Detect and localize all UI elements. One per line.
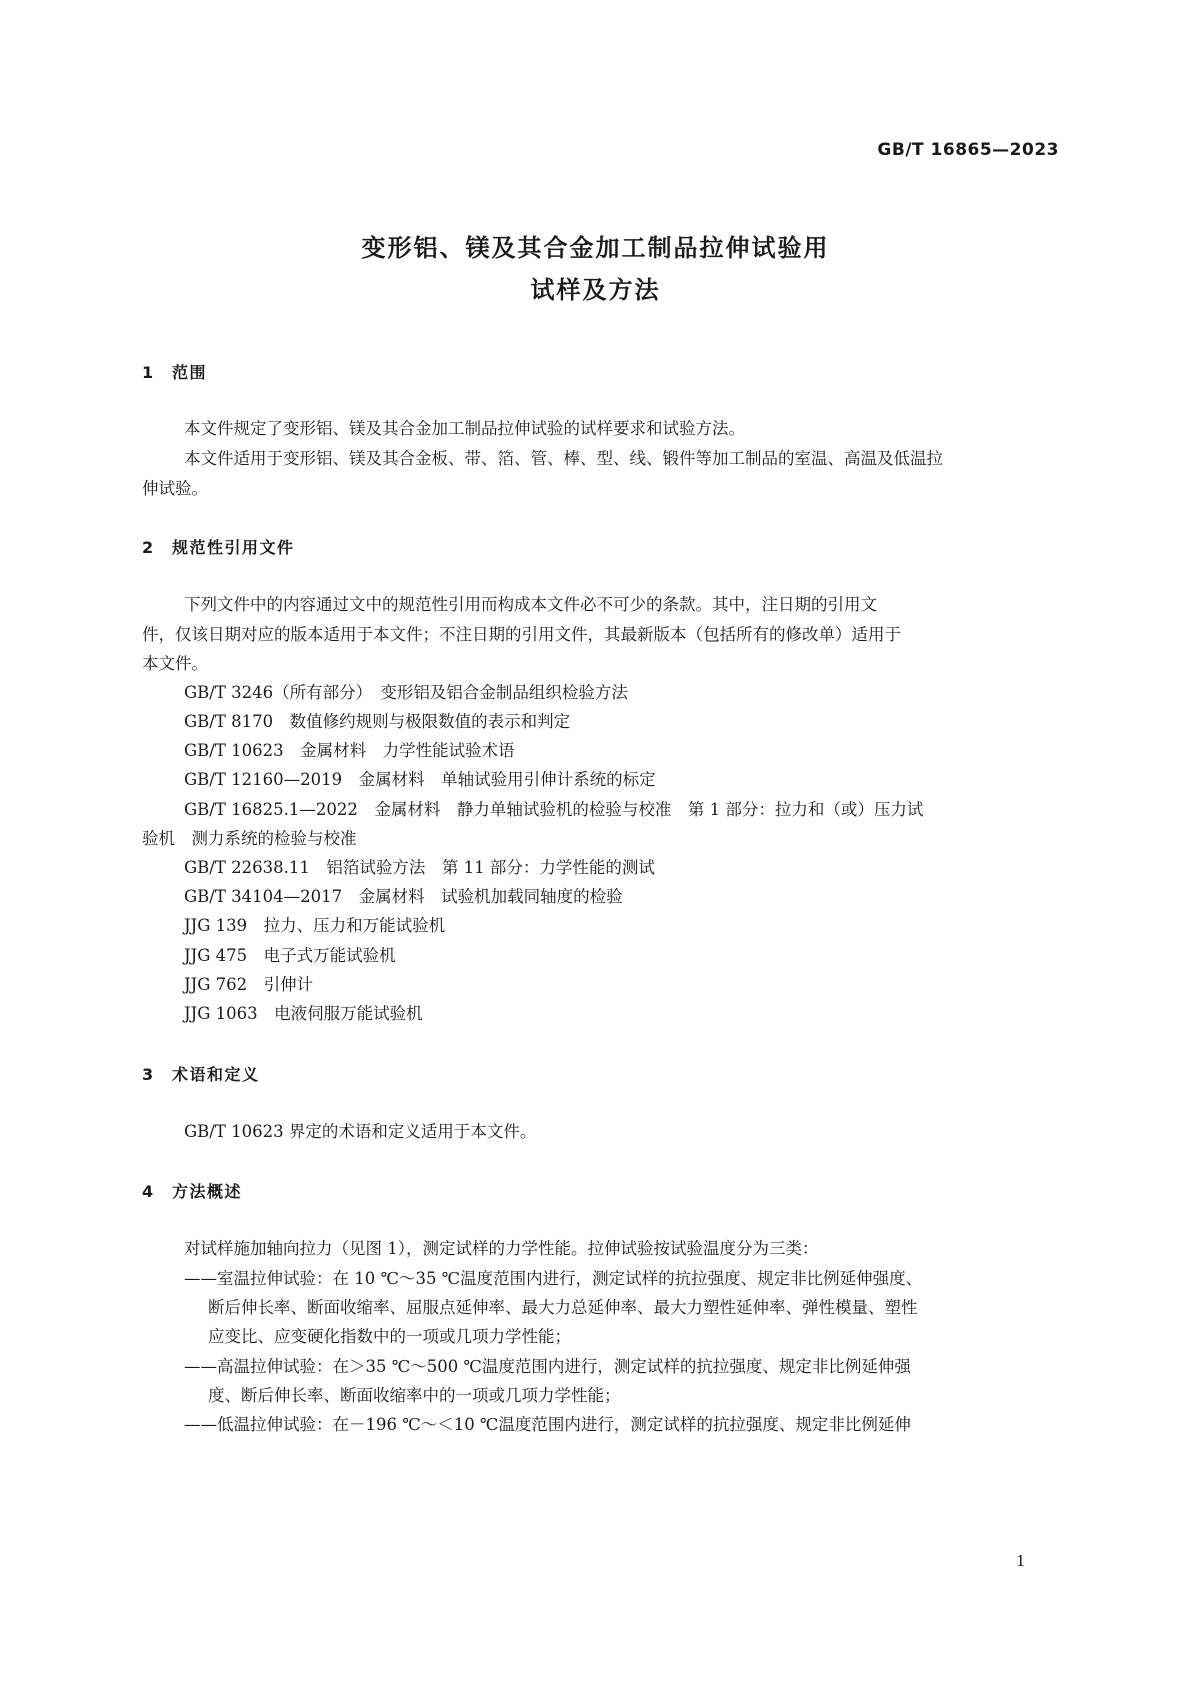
page-number: 1 xyxy=(1016,1552,1026,1570)
reference-item: GB/T 10623 金属材料 力学性能试验术语 xyxy=(184,741,515,760)
section-2-heading xyxy=(142,535,295,558)
paragraph: 本文件适用于变形铝、镁及其合金板、带、箔、管、棒、型、线、锻件等加工制品的室温、高温及低温拉 xyxy=(184,449,943,468)
reference-item: JJG 139 拉力、压力和万能试验机 xyxy=(184,916,446,935)
document-title-line1: 变形铝、镁及其合金加工制品拉伸试验用 xyxy=(361,234,830,262)
section-4-heading xyxy=(142,1179,242,1202)
section-number: 4 xyxy=(142,1182,155,1201)
list-item: ——低温拉伸试验：在－196 ℃～＜10 ℃温度范围内进行，测定试样的抗拉强度、规定非比例延伸 xyxy=(184,1415,911,1434)
reference-item: JJG 762 引伸计 xyxy=(184,975,314,994)
standard-code: GB/T 16865—2023 xyxy=(877,140,1059,160)
document-title-line2: 试样及方法 xyxy=(530,276,661,304)
reference-item: JJG 1063 电液伺服万能试验机 xyxy=(184,1004,423,1023)
section-title: 范围 xyxy=(172,363,208,382)
reference-item: 验机 测力系统的检验与校准 xyxy=(142,829,357,848)
list-item-continuation: 应变比、应变硬化指数中的一项或几项力学性能； xyxy=(208,1327,571,1346)
section-number: 3 xyxy=(142,1065,155,1084)
paragraph: 下列文件中的内容通过文中的规范性引用而构成本文件必不可少的条款。其中，注日期的引用文 xyxy=(184,595,877,614)
paragraph: 件，仅该日期对应的版本适用于本文件；不注日期的引用文件，其最新版本（包括所有的修改单）适用于 xyxy=(142,625,901,644)
paragraph: 本文件。 xyxy=(142,654,208,673)
reference-item: GB/T 16825.1—2022 金属材料 静力单轴试验机的检验与校准 第 1 部分：拉力和（或）压力试 xyxy=(184,800,924,819)
paragraph: 伸试验。 xyxy=(142,479,208,498)
reference-item: GB/T 34104—2017 金属材料 试验机加载同轴度的检验 xyxy=(184,887,623,906)
list-item-continuation: 断后伸长率、断面收缩率、屈服点延伸率、最大力总延伸率、最大力塑性延伸率、弹性模量、塑性 xyxy=(208,1298,918,1317)
section-1-heading xyxy=(142,360,207,383)
list-item-continuation: 度、断后伸长率、断面收缩率中的一项或几项力学性能； xyxy=(208,1386,621,1405)
section-title: 术语和定义 xyxy=(172,1065,260,1084)
reference-item: GB/T 12160—2019 金属材料 单轴试验用引伸计系统的标定 xyxy=(184,770,656,789)
paragraph: GB/T 10623 界定的术语和定义适用于本文件。 xyxy=(184,1122,537,1141)
reference-item: GB/T 22638.11 铝箔试验方法 第 11 部分：力学性能的测试 xyxy=(184,858,655,877)
reference-item: GB/T 8170 数值修约规则与极限数值的表示和判定 xyxy=(184,712,571,731)
section-title: 方法概述 xyxy=(172,1182,243,1201)
list-item: ——高温拉伸试验：在＞35 ℃～500 ℃温度范围内进行，测定试样的抗拉强度、规定非比例延伸强 xyxy=(184,1357,911,1376)
section-number: 1 xyxy=(142,363,155,382)
list-item: ——室温拉伸试验：在 10 ℃～35 ℃温度范围内进行，测定试样的抗拉强度、规定非比例延伸强度、 xyxy=(184,1269,923,1288)
reference-item: JJG 475 电子式万能试验机 xyxy=(184,946,396,965)
section-3-heading xyxy=(142,1062,260,1085)
reference-item: GB/T 3246（所有部分） 变形铝及铝合金制品组织检验方法 xyxy=(184,683,628,702)
section-title: 规范性引用文件 xyxy=(172,538,295,557)
section-number: 2 xyxy=(142,538,155,557)
paragraph: 对试样施加轴向拉力（见图 1），测定试样的力学性能。拉伸试验按试验温度分为三类： xyxy=(184,1239,819,1258)
paragraph: 本文件规定了变形铝、镁及其合金加工制品拉伸试验的试样要求和试验方法。 xyxy=(184,419,745,438)
